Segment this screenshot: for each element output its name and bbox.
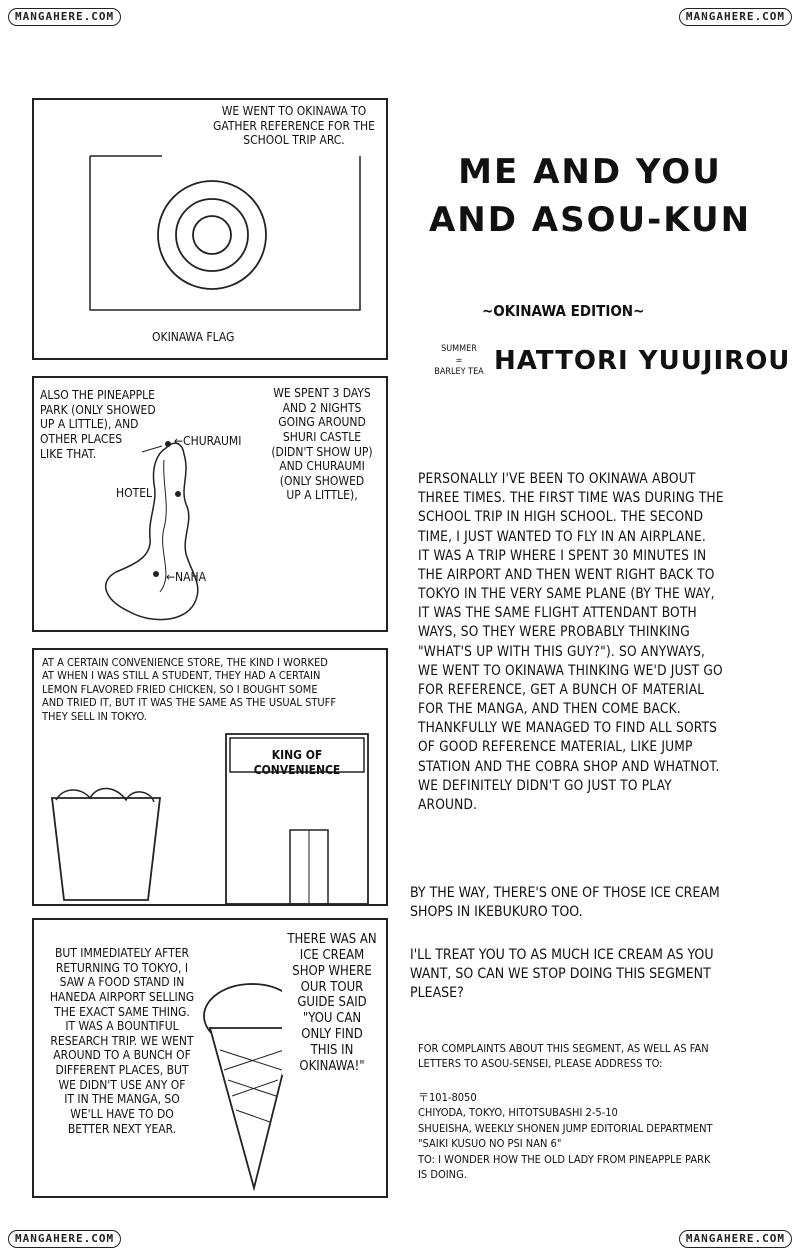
fried-chicken: [56, 788, 154, 802]
flag-inner-ring: [193, 216, 231, 254]
flag-label: OKINAWA FLAG: [152, 330, 235, 344]
panel1-caption: WE WENT TO OKINAWA TO GATHER REFERENCE FOR THE SCHOOL TRIP ARC.: [213, 104, 375, 148]
page-title-line2: AND ASOU-KUN: [428, 200, 752, 240]
panel-ice-cream: [32, 918, 388, 1198]
subtitle: ~OKINAWA EDITION~: [482, 302, 645, 320]
naha-marker: [153, 571, 159, 577]
research-trip-text: BUT IMMEDIATELY AFTER RETURNING TO TOKYO, I SAW A FOOD STAND IN HANEDA AIRPORT SELLING THE EXACT SAME THING. IT WAS A BOUNTIFUL RESEARCH TRIP. WE WENT AROUND TO A BUNCH OF DIFFERENT PLACES, BUT WE DIDN'T USE ANY OF IT IN THE MANGA, SO WE'LL HAVE TO DO BETTER NEXT YEAR.: [42, 946, 202, 1136]
address-line-2: SHUEISHA, WEEKLY SHONEN JUMP EDITORIAL DEPARTMENT: [418, 1121, 713, 1135]
author-note-eq: =: [455, 355, 463, 366]
author-note: [424, 344, 494, 379]
panel-convenience-store: [32, 648, 388, 906]
address-postal-code: 〒101-8050: [418, 1091, 477, 1104]
address-line-3: "SAIKI KUSUO NO PSI NAN 6": [418, 1137, 562, 1151]
churaumi-marker: [165, 441, 171, 447]
address-intro: FOR COMPLAINTS ABOUT THIS SEGMENT, AS WELL AS FAN LETTERS TO ASOU-SENSEI, PLEASE ADDRESS TO:: [418, 1042, 709, 1070]
page-title-line1: ME AND YOU: [458, 152, 722, 192]
label-hotel: HOTEL: [116, 486, 153, 500]
address-line-1: CHIYODA, TOKYO, HITOTSUBASHI 2-5-10: [418, 1106, 618, 1120]
watermark-bottom-right: MANGAHERE.COM: [679, 1230, 792, 1248]
label-churaumi: ←CHURAUMI: [174, 434, 242, 448]
mailing-address: [418, 1090, 788, 1182]
flag-middle-ring: [176, 199, 248, 271]
address-line-4: TO: I WONDER HOW THE OLD LADY FROM PINEAPPLE PARK IS DOING.: [418, 1152, 711, 1181]
watermark-top-left: MANGAHERE.COM: [8, 8, 121, 26]
store-sign-text: KING OF CONVENIENCE: [253, 748, 341, 777]
essay-paragraph-1: PERSONALLY I'VE BEEN TO OKINAWA ABOUT THREE TIMES. THE FIRST TIME WAS DURING THE SCHOOL TRIP IN HIGH SCHOOL. THE SECOND TIME, I JUST WANTED TO FLY IN AN AIRPLANE. IT WAS A TRIP WHERE I SPENT 30 MINUTES IN THE AIRPORT AND THEN WENT RIGHT BACK TO TOKYO IN THE VERY SAME PLANE (BY THE WAY, IT WAS THE SAME FLIGHT ATTENDANT BOTH WAYS, SO THEY WERE PROBABLY THINKING "WHAT'S UP WITH THIS GUY?"). SO ANYWAYS, WE WENT TO OKINAWA THINKING WE'D JUST GO FOR REFERENCE, GET A BUNCH OF MATERIAL FOR THE MANGA, AND THEN COME BACK. THANKFULLY WE MANAGED TO FIND ALL SORTS OF GOOD REFERENCE MATERIAL, LIKE JUMP STATION AND THE COBRA SHOP AND WHATNOT. WE DEFINITELY DIDN'T GO JUST TO PLAY AROUND.: [418, 471, 724, 813]
author-note-bottom: BARLEY TEA: [434, 367, 484, 378]
author-name: HATTORI YUUJIROU: [494, 346, 791, 376]
flag-outer-ring: [158, 181, 266, 289]
hotel-marker: [175, 491, 181, 497]
author-note-top: SUMMER: [441, 344, 477, 354]
chicken-cup: [52, 798, 160, 900]
essay-paragraph-2: BY THE WAY, THERE'S ONE OF THOSE ICE CREAM SHOPS IN IKEBUKURO TOO.: [410, 885, 720, 921]
panel-okinawa-flag: [32, 98, 388, 360]
label-naha: ←NAHA: [166, 570, 207, 584]
watermark-bottom-left: MANGAHERE.COM: [8, 1230, 121, 1248]
itinerary-note: WE SPENT 3 DAYS AND 2 NIGHTS GOING AROUND SHURI CASTLE (DIDN'T SHOW UP) AND CHURAUMI (ONLY SHOWED UP A LITTLE),: [271, 386, 373, 503]
essay-paragraph-3: I'LL TREAT YOU TO AS MUCH ICE CREAM AS YOU WANT, SO CAN WE STOP DOING THIS SEGMENT PLEASE?: [410, 947, 714, 1002]
okinawa-flag-drawing: [34, 100, 386, 358]
watermark-top-right: MANGAHERE.COM: [679, 8, 792, 26]
pineapple-park-note: ALSO THE PINEAPPLE PARK (ONLY SHOWED UP A LITTLE), AND OTHER PLACES LIKE THAT.: [40, 388, 156, 461]
convenience-store-text: AT A CERTAIN CONVENIENCE STORE, THE KIND I WORKED AT WHEN I WAS STILL A STUDENT, THEY HAD A CERTAIN LEMON FLAVORED FRIED CHICKEN, SO I BOUGHT SOME AND TRIED IT, BUT IT WAS THE SAME AS THE USUAL STUFF THEY SELL IN TOKYO.: [42, 656, 337, 723]
panel-okinawa-map: [32, 376, 388, 632]
tour-guide-text: THERE WAS AN ICE CREAM SHOP WHERE OUR TOUR GUIDE SAID "YOU CAN ONLY FIND THIS IN OKINAWA!": [282, 932, 382, 1075]
